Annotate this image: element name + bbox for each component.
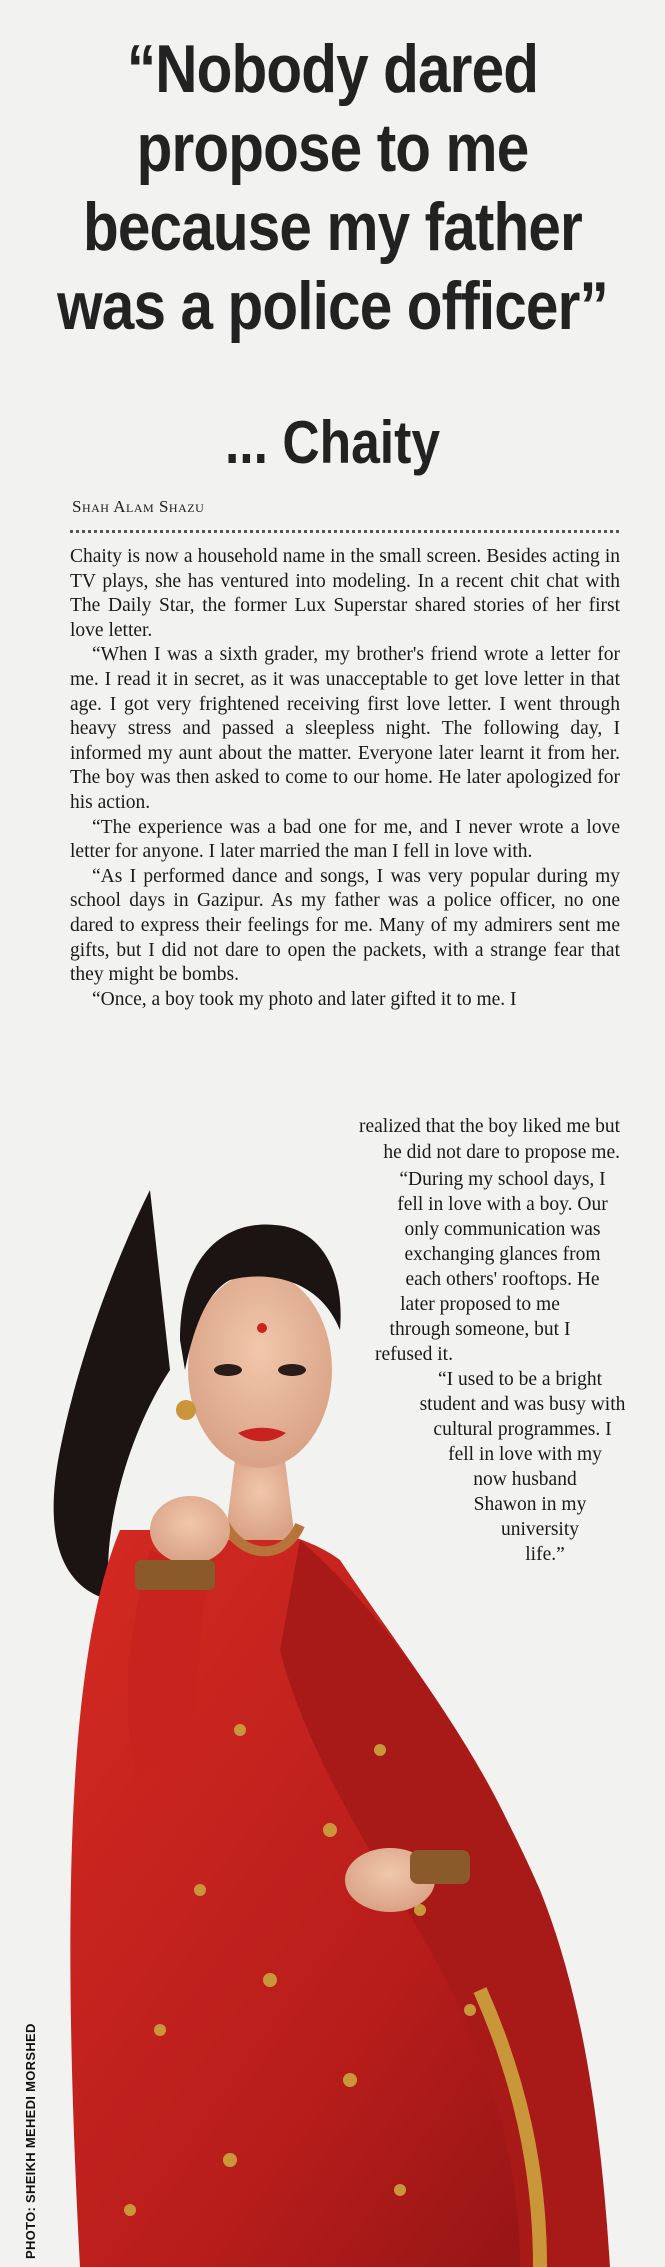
paragraph: “As I performed dance and songs, I was very popular during my school days in Gazipur. As my father was a police officer, no one dared to express their feelings for me. Many of my admirers sent me gifts, but I did not dare to open the packets, with a strange fear that they might be bombs. — [70, 865, 620, 986]
wrap-line: later proposed to me — [400, 1294, 560, 1315]
photo-credit: PHOTO: SHEIKH MEHEDI MORSHED — [23, 2023, 38, 2259]
dotted-divider — [70, 530, 619, 533]
wrap-line: fell in love with a boy. Our — [397, 1194, 608, 1215]
wrap-line: he did not dare to propose me. — [383, 1142, 620, 1163]
wrap-line: university — [501, 1519, 579, 1540]
wrap-line: life.” — [525, 1544, 565, 1565]
wrap-line: only communication was — [404, 1219, 601, 1240]
wrap-line: cultural programmes. I — [433, 1419, 612, 1440]
wrap-line: refused it. — [375, 1344, 453, 1365]
paragraph: “When I was a sixth grader, my brother's friend wrote a letter for me. I read it in secret, as it was unacceptable to get love letter in that age. I got very frightened receiving first love letter. I went through heavy stress and passed a sleepless night. The following day, I informed my aunt about the matter. Everyone later learnt it from her. The boy was then asked to come to our home. He later apologized for his action. — [70, 644, 620, 813]
portrait-photo — [0, 1130, 665, 2267]
byline: Shah Alam Shazu — [72, 497, 205, 516]
headline-line: “Nobody dared — [126, 31, 539, 107]
wrap-line: student and was busy with — [419, 1394, 626, 1415]
headline-line: because my father — [83, 189, 582, 265]
headline-line: was a police officer” — [57, 268, 608, 344]
wrap-line: now husband — [473, 1469, 577, 1490]
wrap-line: exchanging glances from — [404, 1244, 601, 1265]
wrap-line: “I used to be a bright — [437, 1369, 603, 1390]
headline — [47, 30, 619, 346]
wrap-line: “During my school days, I — [399, 1169, 606, 1190]
wrap-line: realized that the boy liked me but — [359, 1116, 620, 1137]
wrap-line: fell in love with my — [448, 1444, 602, 1465]
article-body — [70, 545, 620, 1012]
paragraph: “The experience was a bad one for me, and I never wrote a love letter for anyone. I later married the man I fell in love with. — [70, 816, 620, 863]
headline-attribution: ... Chaity — [224, 409, 441, 476]
paragraph: “Once, a boy took my photo and later gifted it to me. I — [92, 988, 517, 1010]
wrap-line: through someone, but I — [389, 1319, 571, 1340]
paragraph: Chaity is now a household name in the small screen. Besides acting in TV plays, she has ventured into modeling. In a recent chit chat with The Daily Star, the former Lux Superstar shared stories of her first love letter. — [70, 546, 620, 641]
wrap-line: each others' rooftops. He — [405, 1269, 600, 1290]
headline-line: propose to me — [136, 110, 529, 186]
wrap-line: Shawon in my — [473, 1494, 587, 1515]
